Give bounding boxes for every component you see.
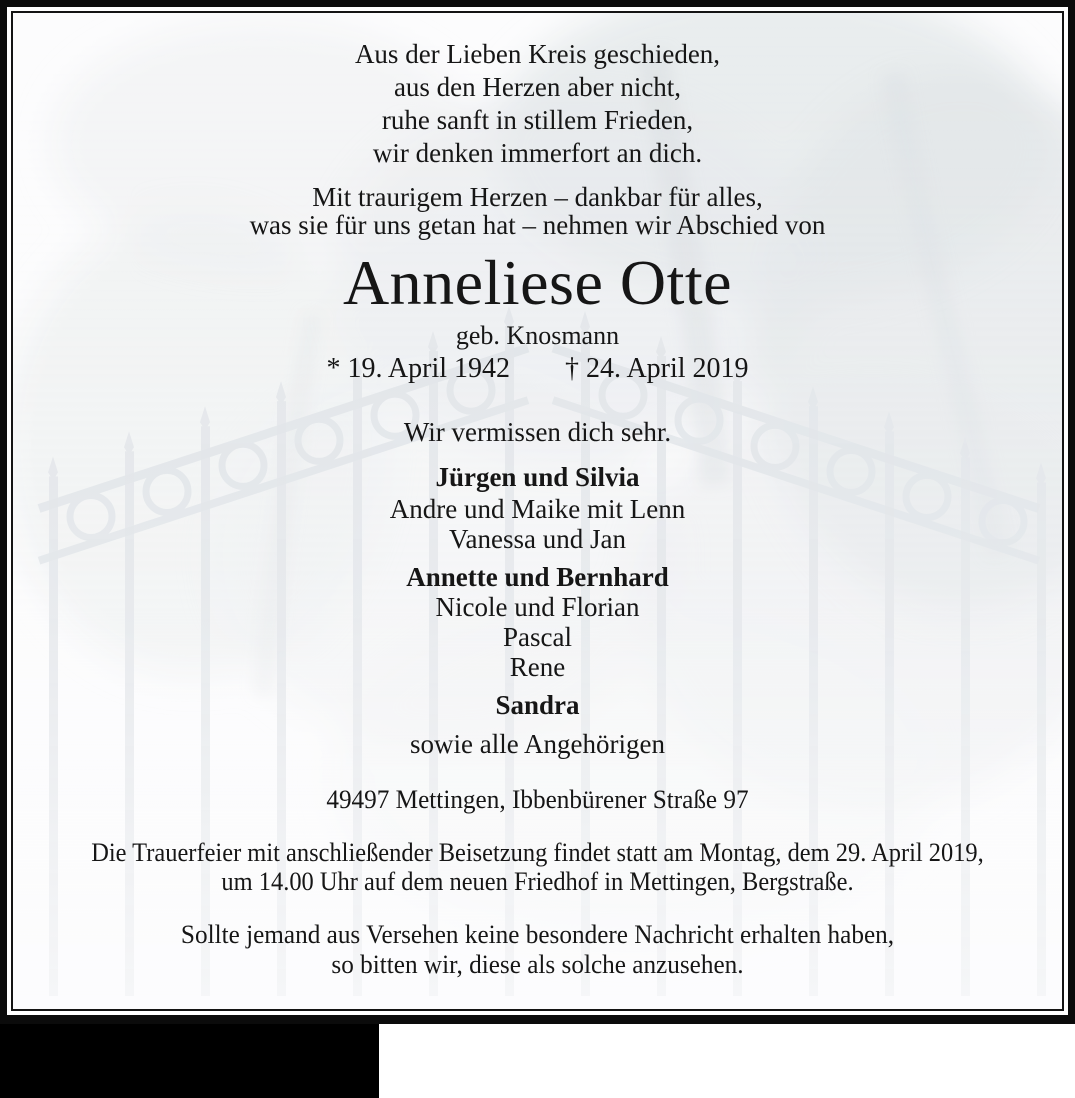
- mourner-line: Annette und Bernhard: [406, 562, 669, 592]
- died-cross-symbol: †: [565, 353, 579, 384]
- mourner-line: Nicole und Florian: [435, 592, 640, 622]
- intro-line-2: was sie für uns getan hat – nehmen wir Abschied von: [249, 210, 826, 240]
- maiden-name: geb. Knosmann: [455, 321, 620, 350]
- mourner-line: Jürgen und Silvia: [435, 462, 640, 492]
- obituary-card: [11, 11, 1064, 1011]
- mourner-line: Andre und Maike mit Lenn: [389, 494, 686, 524]
- mourner-closing-line: sowie alle Angehörigen: [410, 729, 665, 759]
- frame-white-gap: [7, 7, 1068, 1015]
- death-date: † 24. April 2019: [565, 353, 749, 384]
- page-margin: [0, 1024, 1075, 1098]
- mourner-line: Rene: [509, 652, 566, 682]
- mourner-line: Vanessa und Jan: [449, 524, 626, 554]
- epigraph-line-1: Aus der Lieben Kreis geschieden,: [354, 39, 721, 69]
- funeral-info-line-2: um 14.00 Uhr auf dem neuen Friedhof in Mettingen, Bergstraße.: [221, 867, 854, 896]
- address-line: 49497 Mettingen, Ibbenbürener Straße 97: [326, 785, 749, 814]
- missing-line: Wir vermissen dich sehr.: [403, 417, 672, 447]
- obituary-text: [13, 13, 1062, 1009]
- redaction-block: [0, 1024, 379, 1098]
- epigraph-line-3: ruhe sanft in stillem Frieden,: [381, 105, 694, 135]
- intro-line-1: Mit traurigem Herzen – dankbar für alles,: [312, 182, 763, 212]
- notice-line-1: Sollte jemand aus Versehen keine besondere Nachricht erhalten haben,: [180, 920, 895, 949]
- notice-line-2: so bitten wir, diese als solche anzusehen.: [331, 950, 744, 979]
- life-dates: [13, 353, 1062, 385]
- mourner-line: Sandra: [495, 690, 580, 720]
- epigraph-line-4: wir denken immerfort an dich.: [372, 138, 703, 168]
- funeral-info-line-1: Die Trauerfeier mit anschließender Beisetzung findet statt am Montag, dem 29. April 2019,: [91, 838, 984, 867]
- mourner-line: Pascal: [503, 622, 572, 652]
- birth-date: * 19. April 1942: [326, 353, 510, 384]
- born-symbol: *: [326, 353, 341, 384]
- deceased-name: Anneliese Otte: [342, 247, 733, 318]
- epigraph-line-2: aus den Herzen aber nicht,: [393, 72, 682, 102]
